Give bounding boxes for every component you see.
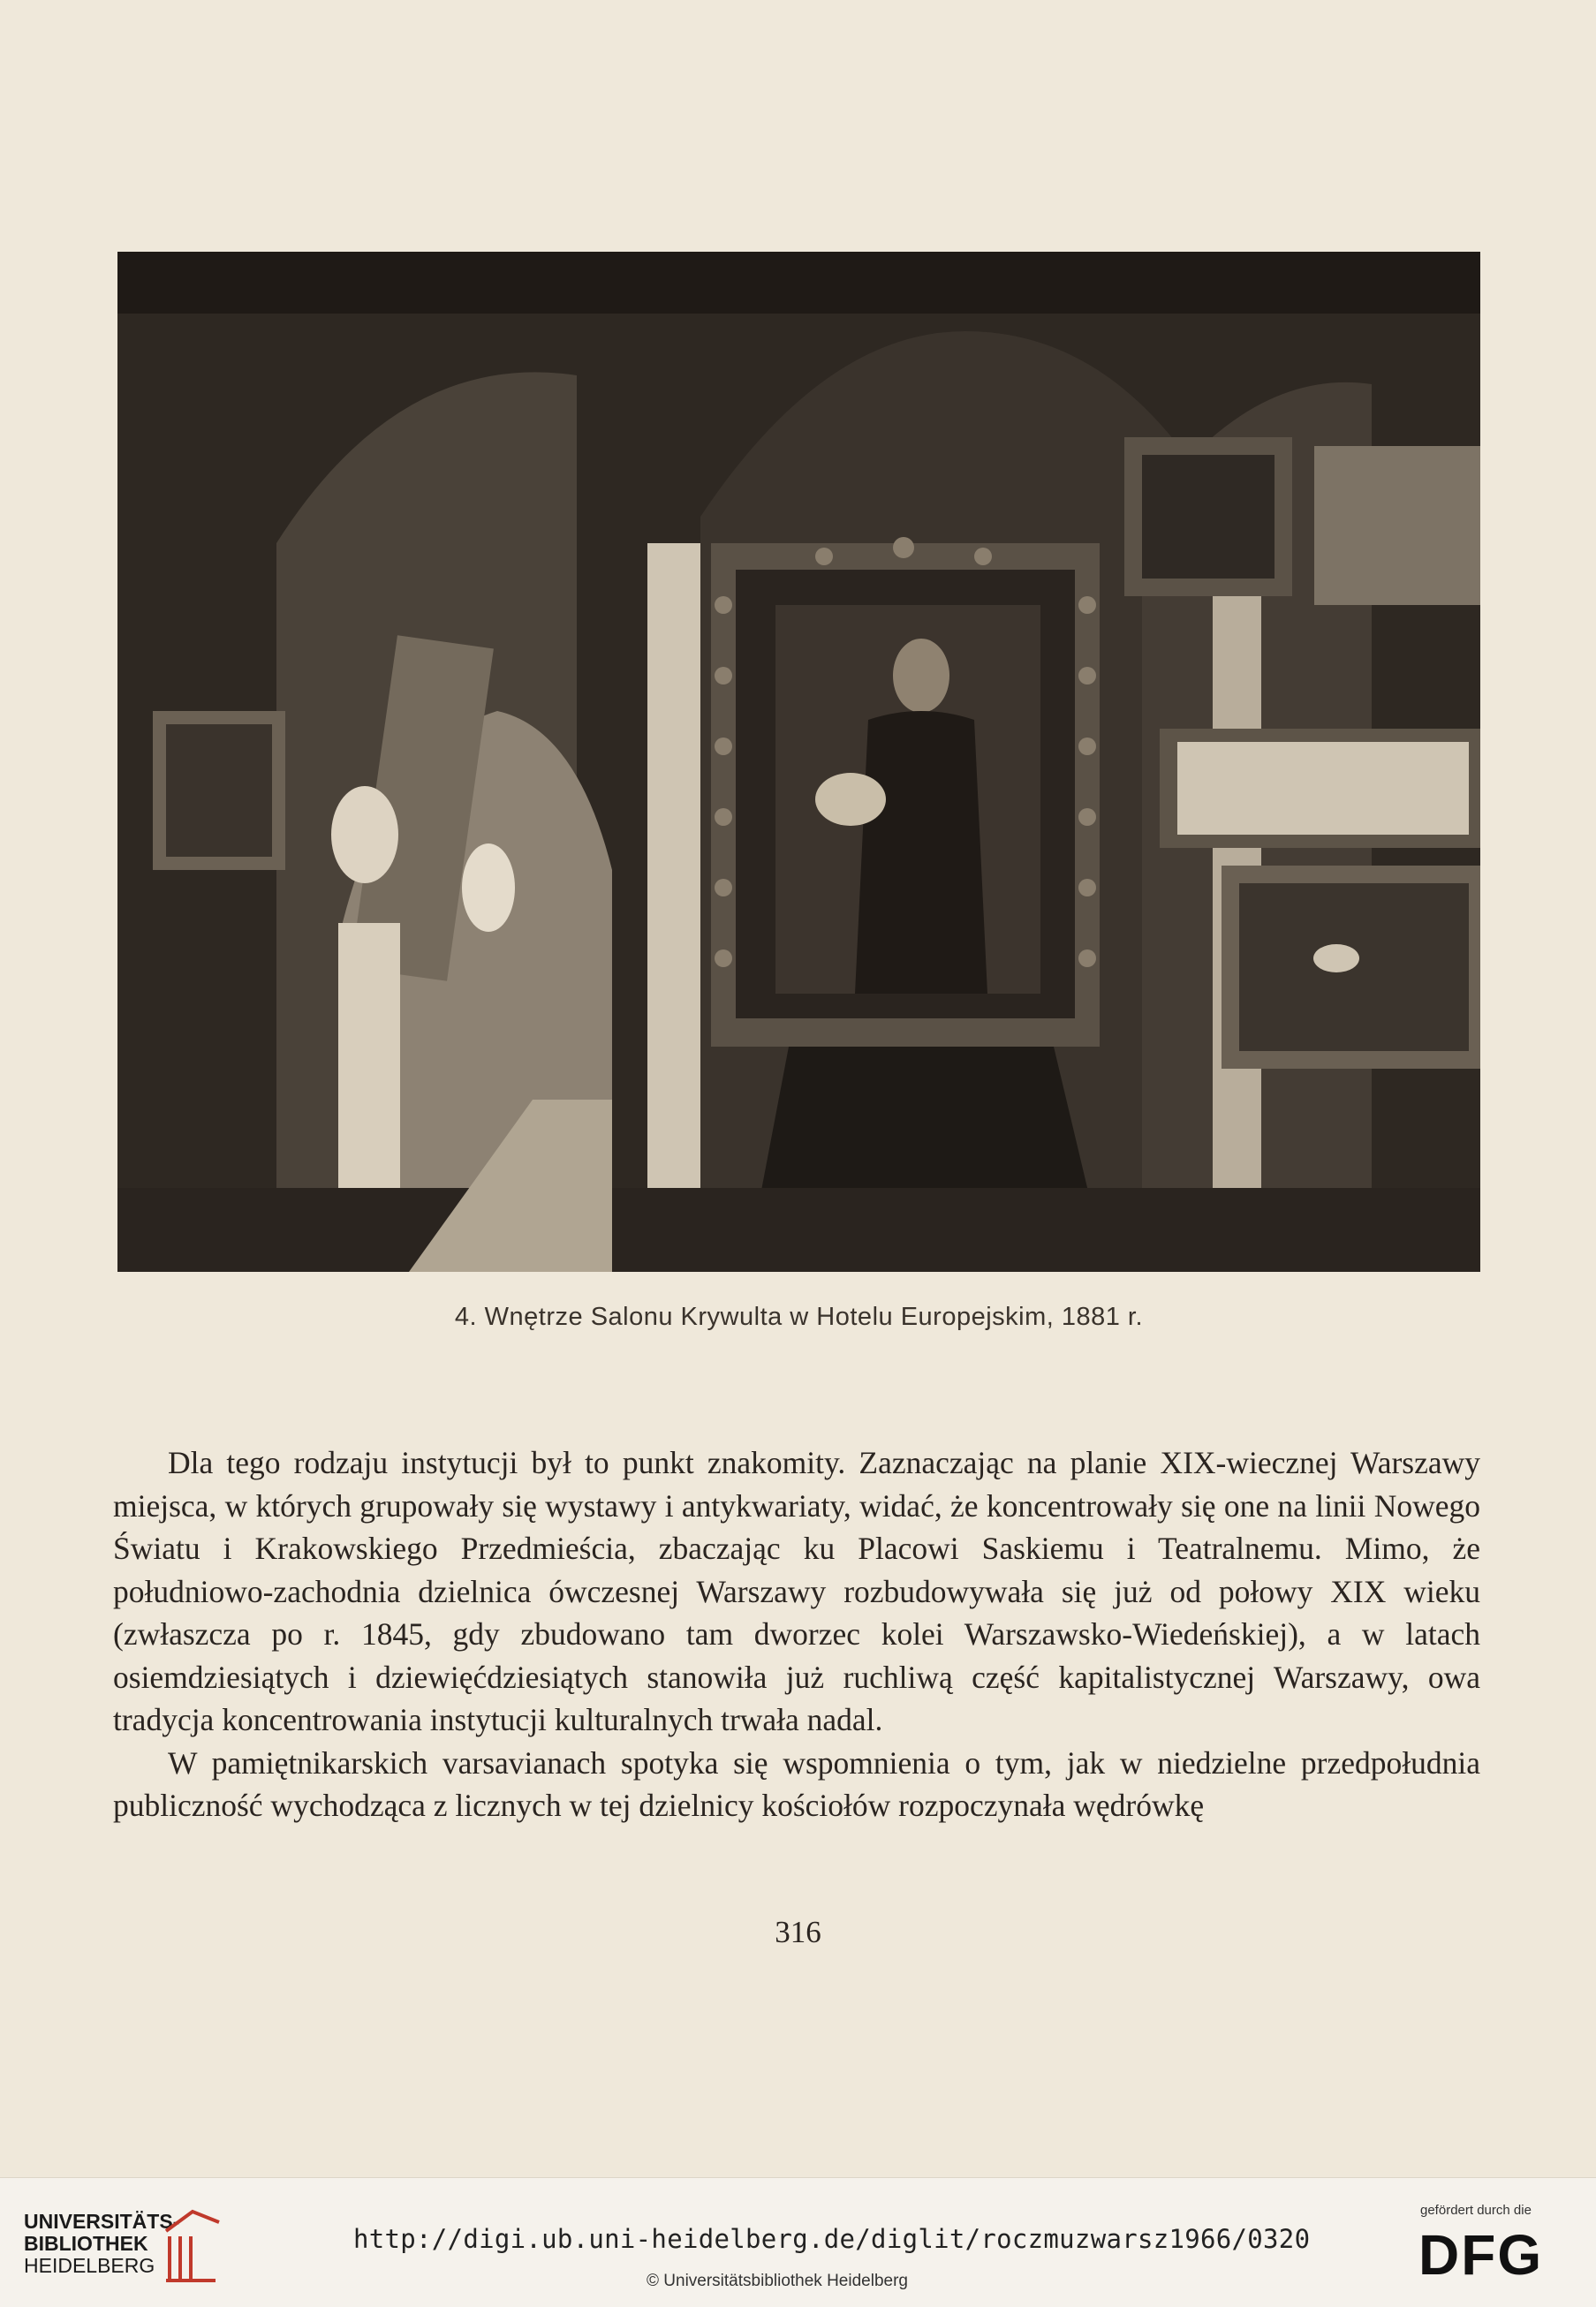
photo-illustration	[117, 252, 1480, 1272]
figure-caption: 4. Wnętrze Salonu Krywulta w Hotelu Europejskim, 1881 r.	[454, 1303, 1144, 1331]
library-name-line: BIBLIOTHEK	[24, 2232, 148, 2255]
library-name-line: UNIVERSITÄTS-	[24, 2210, 180, 2233]
library-name	[24, 2211, 179, 2277]
library-name-line: HEIDELBERG	[24, 2254, 155, 2277]
footer-bar	[0, 2177, 1596, 2307]
page-number: 316	[775, 1915, 821, 1949]
dfg-logo: DFG	[1418, 2223, 1544, 2287]
paragraph: Dla tego rodzaju instytucji był to punkt znakomity. Zaznaczając na planie XIX-wiecznej Warszawy miejsca, w których grupowały się wystawy i antykwariaty, widać, że koncentrowały się one na linii Nowego Światu i Krakowskiego Przedmieścia, zbaczając ku Placowi Saskiemu i Teatralnemu. Mimo, że południowo-zachodnia dzielnica ówczesnej Warszawy rozbudowywała się już od połowy XIX wieku (zwłaszcza po r. 1845, gdy zbudowano tam dworzec kolei Warszawsko-Wiedeńskiej), a w latach osiemdziesiątych i dziewięćdziesiątych stanowiła już ruchliwą część kapitalistycznej Warszawy, owa tradycja koncentrowania instytucji kulturalnych trwała nadal.	[113, 1445, 1480, 1737]
paragraph: W pamiętnikarskich varsavianach spotyka się wspomnienia o tym, jak w niedzielne przedpołudnia publiczność wychodząca z licznych w tej dzielnicy kościołów rozpoczynała wędrówkę	[113, 1744, 1480, 1823]
historical-photograph	[117, 252, 1480, 1272]
permalink-url[interactable]: http://digi.ub.uni-heidelberg.de/diglit/roczmuzwarsz1966/0320	[353, 2224, 1311, 2254]
library-logo-icon	[157, 2205, 224, 2286]
copyright-notice: © Universitätsbibliothek Heidelberg	[647, 2272, 908, 2290]
funding-label: gefördert durch die	[1420, 2203, 1532, 2218]
body-text	[113, 1441, 1480, 1827]
